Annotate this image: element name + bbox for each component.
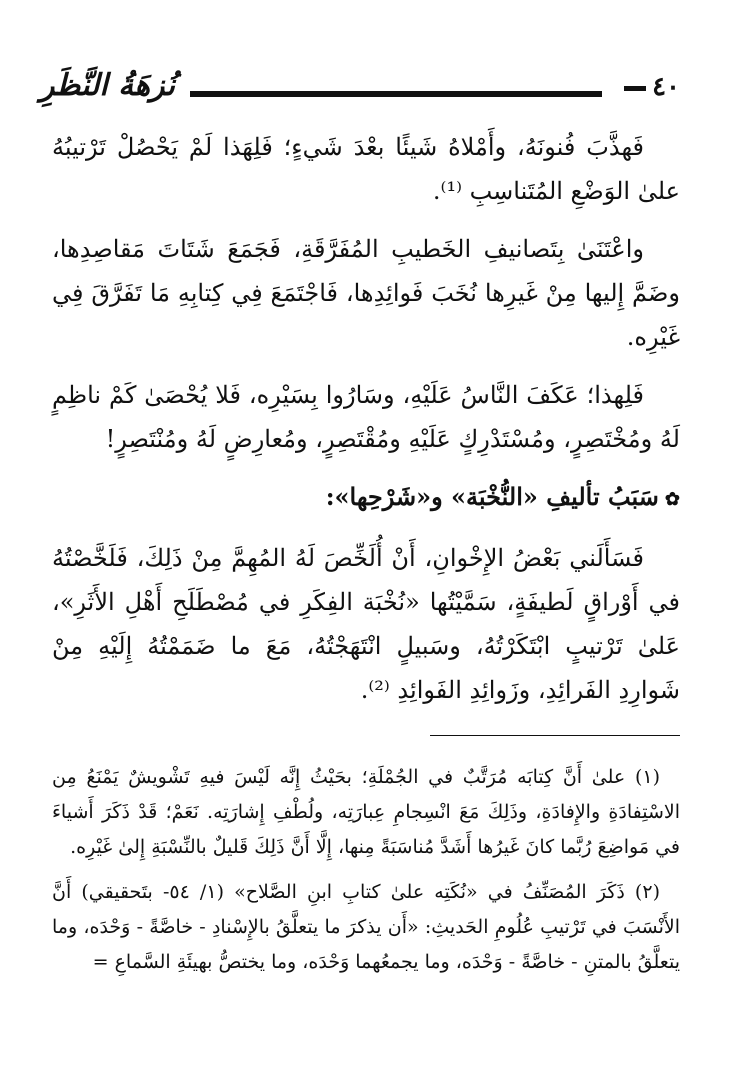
footnotes	[52, 760, 680, 990]
flower-icon: ✿	[664, 489, 680, 510]
footnote-2: (٢) ذَكَرَ المُصَنِّفُ في «نُكَتِه علىٰ كتابِ ابنِ الصَّلاح» (١/ ٥٤- بتَحقيقي) أَنَّ الأَنْسَبَ في تَرْتيبِ عُلُومِ الحَديثِ: «أَن يذكرَ ما يتعلَّقُ بالإِسْنادِ - خاصَّةً - وَحْدَه، وما يتعلَّقُ بالمتنِ - خاصَّةً - وَحْدَه، وما يجمعُهما وَحْدَه، وما يختصُّ بهيئَةِ السَّماعِ =	[52, 881, 680, 973]
footnote-separator	[430, 735, 680, 736]
section-heading-text: سَبَبُ تأليفِ «النُّخْبَة» و«شَرْحِها»:	[325, 482, 659, 511]
paragraph-3: فَلِهذا؛ عَكَفَ النَّاسُ عَلَيْهِ، وسَارُوا بِسَيْرِه، فَلا يُحْصَىٰ كَمْ ناظِمٍ لَهُ ومُخْتَصِرٍ، ومُسْتَدْرِكٍ عَلَيْهِ ومُقْتَصِرٍ، ومُعارِضٍ لَهُ ومُنْتَصِرٍ!	[52, 381, 680, 453]
footnote-1: (١) علىٰ أَنَّ كِتابَه مُرَتَّبٌ في الجُمْلَةِ؛ بحَيْثُ إِنَّه لَيْسَ فيهِ تَشْويشٌ يَمْنَعُ مِن الاسْتِفادَةِ والإِفادَةِ، وذَلِكَ مَعَ انْسِجامِ عِبارَتِه، ولُطْفِ إِشارَتِه. نَعَمْ؛ قَدْ ذَكَرَ أَشياءَ في مَواضِعَ رُبَّما كانَ غَيرُها أَشَدَّ مُناسَبَةً مِنها، إِلَّا أَنَّ ذَلِكَ قَليلٌ بالنِّسْبَةِ إِلىٰ غَيْرِه.	[52, 766, 680, 858]
section-heading	[52, 475, 680, 522]
page-header	[40, 68, 680, 118]
header-rule	[190, 91, 602, 97]
paragraph-2: واعْتَنَىٰ بِتَصانيفِ الخَطيبِ المُفَرَّقَةِ، فَجَمَعَ شَتَاتَ مَقاصِدِها، وضَمَّ إِليها مِنْ غَيرِها نُخَبَ فَوائِدِها، فَاجْتَمَعَ فِي كِتابِهِ مَا تَفَرَّقَ فِي غَيْرِه.	[52, 235, 680, 351]
main-text	[52, 125, 680, 726]
paragraph-4: فَسَأَلَني بَعْضُ الإِخْوانِ، أَنْ أُلَخِّصَ لَهُ المُهِمَّ مِنْ ذَلِكَ، فَلَخَّصْتُهُ في أَوْراقٍ لَطيفَةٍ، سَمَّيْتُها «نُخْبَة الفِكَرِ في مُصْطَلَحِ أَهْلِ الأَثَرِ»، عَلىٰ تَرْتيبٍ ابْتَكَرْتُهُ، وسَبيلٍ انْتَهَجْتُهُ، مَعَ ما ضَمَمْتُهُ إِلَيْهِ مِنْ شَوارِدِ الفَرائِدِ، وزَوائِدِ الفَوائِدِ ⁽²⁾.	[52, 544, 680, 704]
page-number: ٤٠	[624, 72, 680, 102]
paragraph-1: فَهذَّبَ فُنونَهُ، وأَمْلاهُ شَيئًا بعْدَ شَيءٍ؛ فَلِهَذا لَمْ يَحْصُلْ تَرْتيبُهُ علىٰ الوَضْعِ المُتَناسِبِ ⁽¹⁾.	[52, 133, 680, 205]
book-title: نُزهَةُ النَّظَرِ	[40, 68, 175, 103]
